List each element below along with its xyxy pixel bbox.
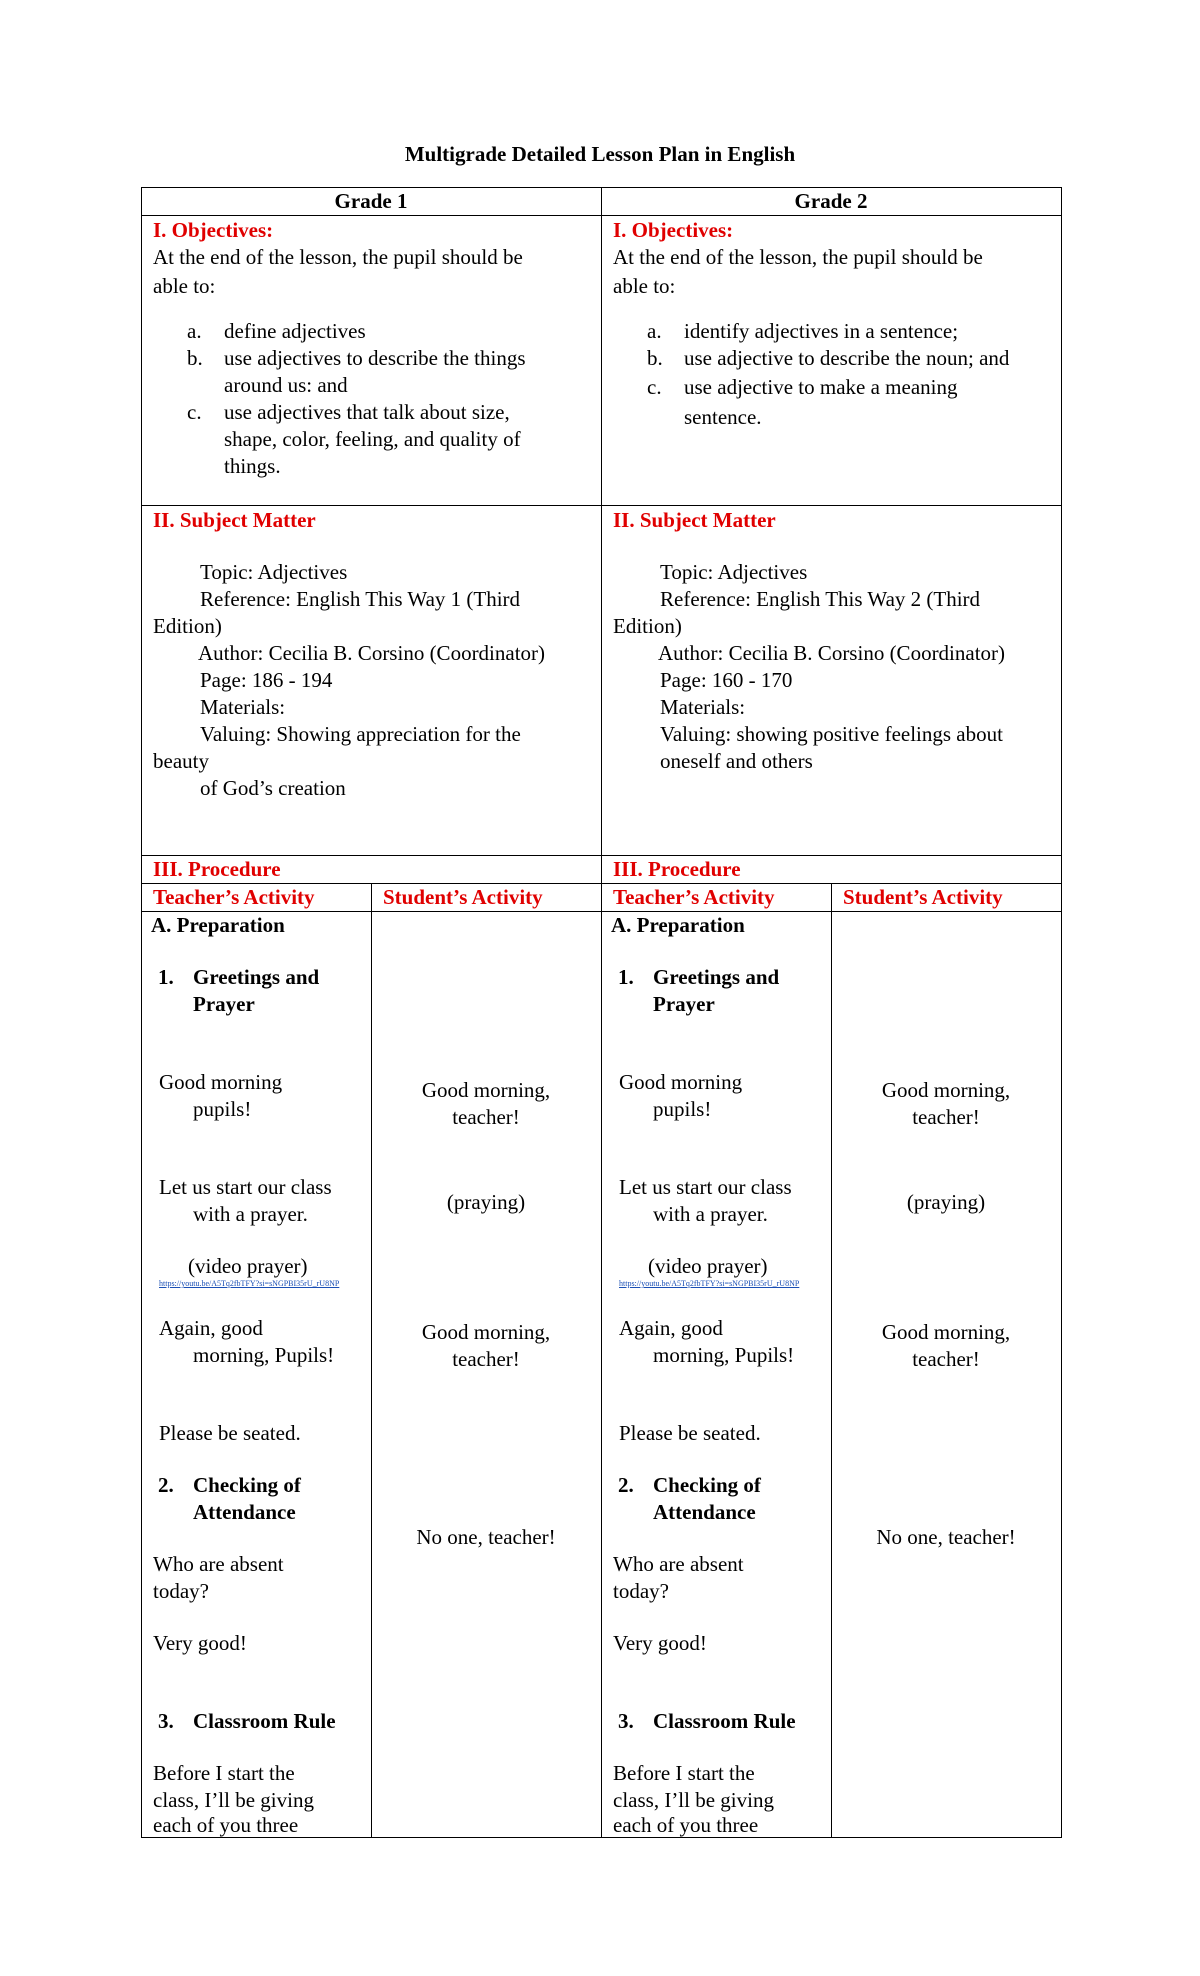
step-title: Attendance <box>653 1500 756 1524</box>
step-number: 2. <box>618 1473 634 1497</box>
student-activity-header: Student’s Activity <box>843 885 1003 909</box>
subject-line: Page: 160 - 170 <box>660 668 793 692</box>
objective-item: use adjectives that talk about size, <box>224 400 510 424</box>
objectives-heading: I. Objectives: <box>153 218 274 242</box>
video-link[interactable]: https://youtu.be/A5Tq2fbTFY?si=sNGPBI35rU_rU8NP <box>159 1279 340 1288</box>
subject-line: Reference: English This Way 2 (Third <box>660 587 981 611</box>
subject-line: Edition) <box>153 614 222 638</box>
preparation-heading: A. Preparation <box>151 913 285 937</box>
subject-line: of God’s creation <box>200 776 346 800</box>
teacher-activity-header: Teacher’s Activity <box>613 885 775 909</box>
teacher-line: Again, good <box>619 1316 723 1340</box>
student-line: teacher! <box>912 1105 980 1129</box>
objectives-intro: At the end of the lesson, the pupil should be <box>613 245 983 269</box>
objective-letter: a. <box>647 319 662 343</box>
objective-item: around us: and <box>224 373 348 397</box>
step-number: 1. <box>158 965 174 989</box>
student-line: teacher! <box>452 1347 520 1371</box>
objective-item: sentence. <box>684 405 762 429</box>
step-title: Checking of <box>193 1473 301 1497</box>
objective-letter: c. <box>647 375 662 399</box>
student-line: teacher! <box>912 1347 980 1371</box>
subject-line: Topic: Adjectives <box>660 560 808 584</box>
teacher-line: Let us start our class <box>159 1175 332 1199</box>
teacher-line: Good morning <box>159 1070 283 1094</box>
step-title: Classroom Rule <box>653 1709 796 1733</box>
step-title: Attendance <box>193 1500 296 1524</box>
teacher-line: with a prayer. <box>653 1202 768 1226</box>
step-title: Greetings and <box>193 965 320 989</box>
video-link[interactable]: https://youtu.be/A5Tq2fbTFY?si=sNGPBI35rU_rU8NP <box>619 1279 800 1288</box>
student-line: teacher! <box>452 1105 520 1129</box>
step-number: 3. <box>618 1709 634 1733</box>
step-title: Prayer <box>653 992 715 1016</box>
objective-item: define adjectives <box>224 319 366 343</box>
step-title: Prayer <box>193 992 255 1016</box>
student-line: No one, teacher! <box>416 1525 556 1549</box>
teacher-line: each of you three <box>613 1813 759 1837</box>
step-title: Classroom Rule <box>193 1709 336 1733</box>
objective-item: shape, color, feeling, and quality of <box>224 427 521 451</box>
subject-line: Topic: Adjectives <box>200 560 348 584</box>
teacher-line: today? <box>153 1579 209 1603</box>
student-activity-header: Student’s Activity <box>383 885 543 909</box>
teacher-line: Please be seated. <box>619 1421 761 1445</box>
teacher-line: Before I start the <box>613 1761 755 1785</box>
teacher-line: class, I’ll be giving <box>613 1788 774 1812</box>
student-line: (praying) <box>906 1190 986 1214</box>
teacher-line: (video prayer) <box>648 1254 768 1278</box>
student-line: (praying) <box>446 1190 526 1214</box>
teacher-line: Who are absent <box>613 1552 744 1576</box>
teacher-line: Let us start our class <box>619 1175 792 1199</box>
student-line: Good morning, <box>881 1078 1011 1102</box>
teacher-line: Very good! <box>153 1631 247 1655</box>
objective-letter: c. <box>187 400 202 424</box>
document-title: Multigrade Detailed Lesson Plan in English <box>404 142 796 166</box>
objective-item: identify adjectives in a sentence; <box>684 319 959 343</box>
grade-2-header: Grade 2 <box>794 189 868 213</box>
subject-line: Valuing: Showing appreciation for the <box>200 722 521 746</box>
procedure-heading: III. Procedure <box>153 857 281 881</box>
teacher-line: class, I’ll be giving <box>153 1788 314 1812</box>
teacher-line: Good morning <box>619 1070 743 1094</box>
step-title: Checking of <box>653 1473 761 1497</box>
student-line: Good morning, <box>881 1320 1011 1344</box>
teacher-line: morning, Pupils! <box>653 1343 795 1367</box>
teacher-line: with a prayer. <box>193 1202 308 1226</box>
subject-line: Valuing: showing positive feelings about <box>660 722 1003 746</box>
student-line: No one, teacher! <box>876 1525 1016 1549</box>
subject-line: beauty <box>153 749 209 773</box>
teacher-line: (video prayer) <box>188 1254 308 1278</box>
subject-line: Edition) <box>613 614 682 638</box>
objective-item: use adjective to make a meaning <box>684 375 958 399</box>
procedure-heading: III. Procedure <box>613 857 741 881</box>
objective-letter: b. <box>187 346 203 370</box>
teacher-line: Who are absent <box>153 1552 284 1576</box>
subject-line: Author: Cecilia B. Corsino (Coordinator) <box>658 641 1006 665</box>
teacher-line: pupils! <box>193 1097 252 1121</box>
subject-line: Author: Cecilia B. Corsino (Coordinator) <box>198 641 546 665</box>
teacher-activity-header: Teacher’s Activity <box>153 885 315 909</box>
subject-heading: II. Subject Matter <box>153 508 316 532</box>
teacher-line: morning, Pupils! <box>193 1343 335 1367</box>
objective-item: use adjectives to describe the things <box>224 346 526 370</box>
subject-heading: II. Subject Matter <box>613 508 776 532</box>
objectives-intro: able to: <box>613 274 676 298</box>
teacher-line: Very good! <box>613 1631 707 1655</box>
objective-item: things. <box>224 454 281 478</box>
subject-line: Materials: <box>200 695 286 719</box>
student-line: Good morning, <box>421 1078 551 1102</box>
teacher-line: Before I start the <box>153 1761 295 1785</box>
subject-line: Materials: <box>660 695 746 719</box>
objective-letter: b. <box>647 346 663 370</box>
step-title: Greetings and <box>653 965 780 989</box>
subject-line: Page: 186 - 194 <box>200 668 333 692</box>
objectives-intro: At the end of the lesson, the pupil should be <box>153 245 523 269</box>
objectives-heading: I. Objectives: <box>613 218 734 242</box>
teacher-line: pupils! <box>653 1097 712 1121</box>
objective-letter: a. <box>187 319 202 343</box>
step-number: 1. <box>618 965 634 989</box>
subject-line: oneself and others <box>660 749 813 773</box>
subject-line: Reference: English This Way 1 (Third <box>200 587 521 611</box>
teacher-line: Please be seated. <box>159 1421 301 1445</box>
objectives-intro: able to: <box>153 274 216 298</box>
student-line: Good morning, <box>421 1320 551 1344</box>
teacher-line: each of you three <box>153 1813 299 1837</box>
teacher-line: Again, good <box>159 1316 263 1340</box>
teacher-line: today? <box>613 1579 669 1603</box>
step-number: 2. <box>158 1473 174 1497</box>
preparation-heading: A. Preparation <box>611 913 745 937</box>
grade-1-header: Grade 1 <box>334 189 408 213</box>
objective-item: use adjective to describe the noun; and <box>684 346 1010 370</box>
step-number: 3. <box>158 1709 174 1733</box>
